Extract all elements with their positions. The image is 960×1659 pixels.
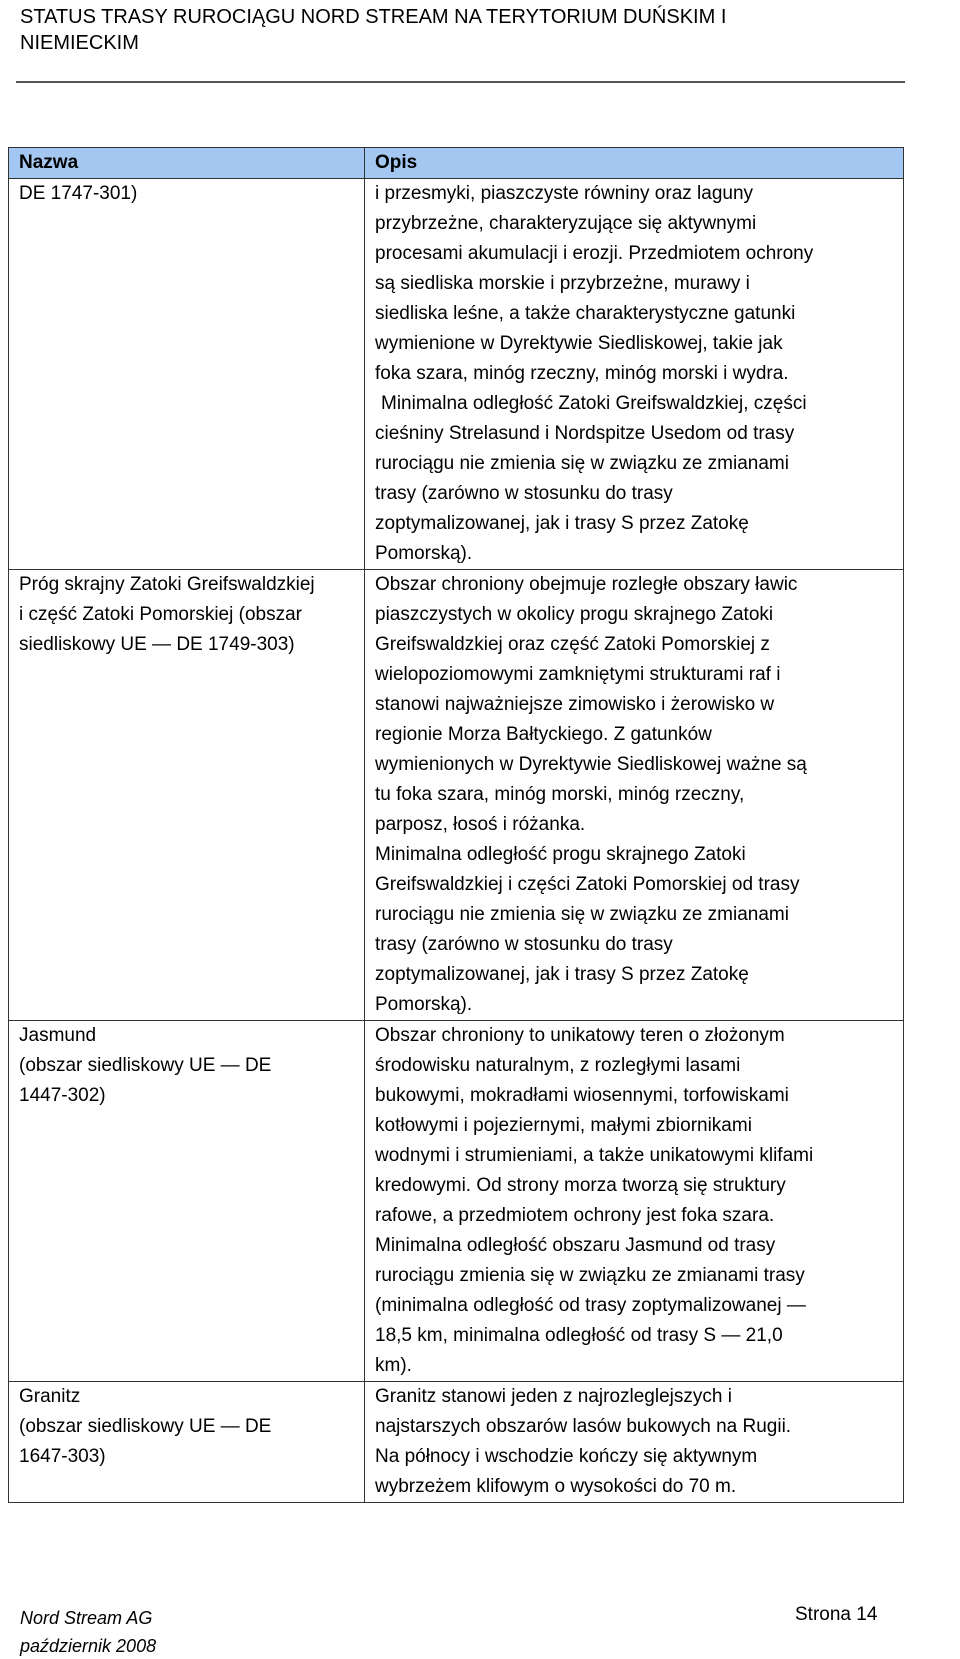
- column-header-name: Nazwa: [9, 148, 365, 179]
- description-text-line: Greifswaldzkiej oraz część Zatoki Pomorskiej z: [375, 634, 770, 655]
- description-cell: [365, 1382, 904, 1503]
- description-text-line: środowisku naturalnym, z rozległymi lasami: [375, 1055, 741, 1076]
- table-row: [9, 179, 904, 570]
- description-text-line: i przesmyki, piaszczyste równiny oraz laguny: [375, 183, 754, 204]
- description-text-line: km).: [375, 1355, 412, 1376]
- footer-page-number: Strona 14: [795, 1604, 878, 1625]
- name-text-line: 1647-303): [19, 1446, 106, 1467]
- description-text-line: rafowe, a przedmiotem ochrony jest foka szara.: [375, 1205, 775, 1226]
- name-cell: [9, 1382, 365, 1503]
- description-text-line: bukowymi, mokradłami wiosennymi, torfowiskami: [375, 1085, 789, 1106]
- description-cell: [365, 570, 904, 1021]
- header-title-line-1: STATUS TRASY RUROCIĄGU NORD STREAM NA TERYTORIUM DUŃSKIM I: [20, 6, 727, 28]
- name-text-line: i część Zatoki Pomorskiej (obszar: [19, 604, 302, 625]
- description-text-line: Granitz stanowi jeden z najrozleglejszych i: [375, 1386, 732, 1407]
- description-text-line: Greifswaldzkiej i części Zatoki Pomorskiej od trasy: [375, 874, 800, 895]
- description-text-line: 18,5 km, minimalna odległość od trasy S — 21,0: [375, 1325, 783, 1346]
- description-text-line: foka szara, minóg rzeczny, minóg morski i wydra.: [375, 363, 789, 384]
- description-text-line: wymienionych w Dyrektywie Siedliskowej ważne są: [375, 754, 807, 775]
- document-header: [20, 4, 920, 56]
- description-text-line: rurociągu zmienia się w związku ze zmianami trasy: [375, 1265, 805, 1286]
- description-text-line: Na północy i wschodzie kończy się aktywnym: [375, 1446, 758, 1467]
- table-row: [9, 1382, 904, 1503]
- description-text-line: wodnymi i strumieniami, a także unikatowymi klifami: [375, 1145, 814, 1166]
- description-text-line: cieśniny Strelasund i Nordspitze Usedom od trasy: [375, 423, 795, 444]
- header-divider: [16, 81, 905, 83]
- description-text-line: siedliska leśne, a także charakterystyczne gatunki: [375, 303, 796, 324]
- description-text-line: tu foka szara, minóg morski, minóg rzeczny,: [375, 784, 745, 805]
- description-text-line: kredowymi. Od strony morza tworzą się struktury: [375, 1175, 786, 1196]
- name-text-line: 1447-302): [19, 1085, 106, 1106]
- name-text-line: DE 1747-301): [19, 183, 138, 204]
- description-cell: [365, 179, 904, 570]
- description-text-line: parposz, łosoś i różanka.: [375, 814, 586, 835]
- name-text-line: Granitz: [19, 1386, 81, 1407]
- name-text-line: Jasmund: [19, 1025, 97, 1046]
- description-text-line: są siedliska morskie i przybrzeżne, murawy i: [375, 273, 750, 294]
- description-text-line: rurociągu nie zmienia się w związku ze zmianami: [375, 904, 789, 925]
- description-text-line: Obszar chroniony to unikatowy teren o złożonym: [375, 1025, 785, 1046]
- description-text-line: piaszczystych w okolicy progu skrajnego Zatoki: [375, 604, 774, 625]
- description-cell: [365, 1021, 904, 1382]
- description-text-line: najstarszych obszarów lasów bukowych na Rugii.: [375, 1416, 792, 1437]
- description-text-line: rurociągu nie zmienia się w związku ze zmianami: [375, 453, 789, 474]
- description-text-line: stanowi najważniejsze zimowisko i żerowisko w: [375, 694, 775, 715]
- description-text-line: Obszar chroniony obejmuje rozległe obszary ławic: [375, 574, 798, 595]
- name-cell: [9, 570, 365, 1021]
- description-text-line: Pomorską).: [375, 543, 473, 564]
- description-text-line: Minimalna odległość progu skrajnego Zatoki: [375, 844, 746, 865]
- name-text-line: Próg skrajny Zatoki Greifswaldzkiej: [19, 574, 315, 595]
- description-text-line: procesami akumulacji i erozji. Przedmiotem ochrony: [375, 243, 814, 264]
- footer-company: Nord Stream AG: [20, 1608, 153, 1628]
- description-text-line: zoptymalizowanej, jak i trasy S przez Zatokę: [375, 513, 749, 534]
- description-text-line: Minimalna odległość obszaru Jasmund od trasy: [375, 1235, 776, 1256]
- description-text-line: regionie Morza Bałtyckiego. Z gatunków: [375, 724, 712, 745]
- protected-areas-table: [8, 147, 904, 1503]
- table-row: [9, 1021, 904, 1382]
- name-text-line: (obszar siedliskowy UE — DE: [19, 1416, 272, 1437]
- description-text-line: Pomorską).: [375, 994, 473, 1015]
- header-title-line-2: NIEMIECKIM: [20, 32, 139, 54]
- description-text-line: wybrzeżem klifowym o wysokości do 70 m.: [375, 1476, 737, 1497]
- description-text-line: wymienione w Dyrektywie Siedliskowej, takie jak: [375, 333, 783, 354]
- table-header-row: [9, 148, 904, 179]
- table-row: [9, 570, 904, 1021]
- column-header-description: Opis: [365, 148, 904, 179]
- description-text-line: (minimalna odległość od trasy zoptymalizowanej —: [375, 1295, 806, 1316]
- description-text-line: kotłowymi i pojeziernymi, małymi zbiornikami: [375, 1115, 752, 1136]
- description-text-line: trasy (zarówno w stosunku do trasy: [375, 483, 673, 504]
- name-cell: [9, 179, 365, 570]
- footer-date: październik 2008: [20, 1636, 157, 1656]
- name-cell: [9, 1021, 365, 1382]
- description-text-line: zoptymalizowanej, jak i trasy S przez Zatokę: [375, 964, 749, 985]
- name-text-line: (obszar siedliskowy UE — DE: [19, 1055, 272, 1076]
- description-text-line: trasy (zarówno w stosunku do trasy: [375, 934, 673, 955]
- description-text-line: Minimalna odległość Zatoki Greifswaldzkiej, części: [381, 393, 807, 414]
- description-text-line: wielopoziomowymi zamkniętymi strukturami raf i: [375, 664, 781, 685]
- name-text-line: siedliskowy UE — DE 1749-303): [19, 634, 295, 655]
- description-text-line: przybrzeżne, charakteryzujące się aktywnymi: [375, 213, 757, 234]
